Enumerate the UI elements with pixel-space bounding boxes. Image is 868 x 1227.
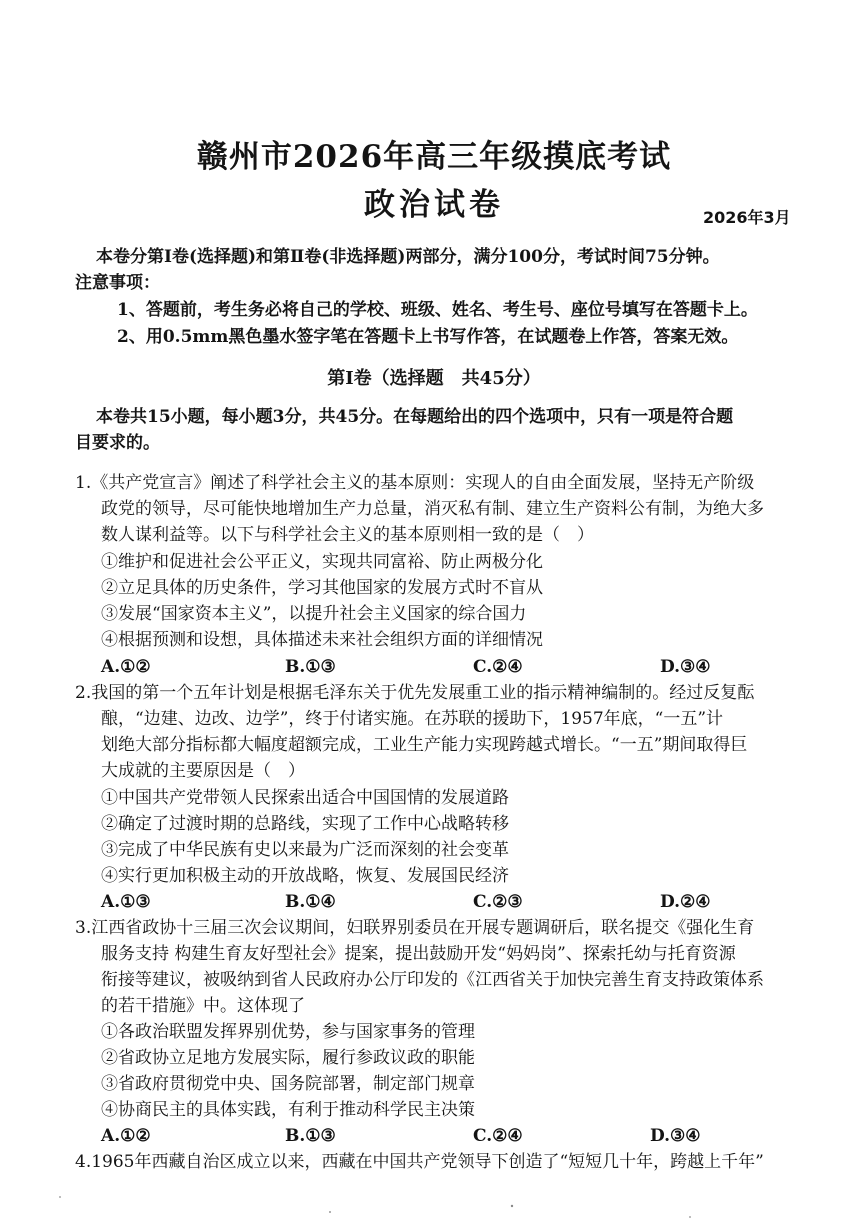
question-stem: 的若干措施》中。这体现了 [101, 996, 305, 1016]
section-desc: 本卷共15小题，每小题3分，共45分。在每题给出的四个选项中，只有一项是符合题 [96, 407, 734, 427]
section-title: 第Ⅰ卷（选择题 共45分） [327, 368, 541, 389]
question-item: ③发展“国家资本主义”，以提升社会主义国家的综合国力 [101, 604, 527, 624]
option-a[interactable]: A.①② [101, 1126, 151, 1146]
notice-item: 1、答题前，考生务必将自己的学校、班级、姓名、考生号、座位号填写在答题卡上。 [117, 300, 758, 320]
question-item: ④实行更加积极主动的开放战略，恢复、发展国民经济 [101, 866, 509, 886]
notice-label: 注意事项： [75, 273, 160, 293]
question-stem: 4.1965年西藏自治区成立以来，西藏在中国共产党领导下创造了“短短几十年，跨越上千年” [75, 1152, 764, 1172]
option-b[interactable]: B.①③ [285, 1126, 336, 1146]
question-stem: 1.《共产党宣言》阐述了科学社会主义的基本原则：实现人的自由全面发展，坚持无产阶级 [75, 473, 755, 493]
question-item: ①中国共产党带领人民探索出适合中国国情的发展道路 [101, 788, 509, 808]
exam-date: 2026年3月 [703, 208, 791, 227]
question-item: ③完成了中华民族有史以来最为广泛而深刻的社会变革 [101, 840, 509, 860]
option-d[interactable]: D.③④ [650, 1126, 701, 1146]
question-stem: 政党的领导，尽可能快地增加生产力总量，消灭私有制、建立生产资料公有制，为绝大多 [101, 499, 764, 519]
intro-text: 本卷分第Ⅰ卷(选择题)和第Ⅱ卷(非选择题)两部分，满分100分，考试时间75分钟。 [96, 247, 720, 267]
option-c[interactable]: C.②④ [473, 657, 523, 677]
question-item: ③省政府贯彻党中央、国务院部署，制定部门规章 [101, 1074, 475, 1094]
question-item: ①维护和促进社会公平正义，实现共同富裕、防止两极分化 [101, 552, 543, 572]
exam-subtitle: 政治试卷 [364, 187, 504, 223]
question-item: ②立足具体的历史条件，学习其他国家的发展方式时不盲从 [101, 578, 543, 598]
question-item: ②省政协立足地方发展实际，履行参政议政的职能 [101, 1048, 475, 1068]
question-stem: 数人谋利益等。以下与科学社会主义的基本原则相一致的是（ ） [101, 525, 594, 545]
option-b[interactable]: B.①③ [285, 657, 336, 677]
question-stem: 服务支持 构建生育友好型社会》提案，提出鼓励开发“妈妈岗”、探索托幼与托育资源 [101, 944, 736, 964]
question-stem: 划绝大部分指标都大幅度超额完成，工业生产能力实现跨越式增长。“一五”期间取得巨 [101, 735, 748, 755]
option-d[interactable]: D.②④ [660, 892, 711, 912]
question-stem: 3.江西省政协十三届三次会议期间，妇联界别委员在开展专题调研后，联名提交《强化生育 [75, 918, 755, 938]
option-a[interactable]: A.①② [101, 657, 151, 677]
question-item: ②确定了过渡时期的总路线，实现了工作中心战略转移 [101, 814, 509, 834]
question-stem: 2.我国的第一个五年计划是根据毛泽东关于优先发展重工业的指示精神编制的。经过反复酝 [75, 683, 755, 703]
option-d[interactable]: D.③④ [660, 657, 711, 677]
question-stem: 酿，“边建、边改、边学”，终于付诸实施。在苏联的援助下，1957年底，“一五”计 [101, 709, 724, 729]
notice-item: 2、用0.5mm黑色墨水签字笔在答题卡上书写作答，在试题卷上作答，答案无效。 [117, 327, 739, 347]
option-a[interactable]: A.①③ [101, 892, 151, 912]
section-desc: 目要求的。 [75, 433, 160, 453]
question-stem: 大成就的主要原因是（ ） [101, 761, 305, 781]
option-c[interactable]: C.②③ [473, 892, 523, 912]
exam-title: 赣州市2026年高三年级摸底考试 [196, 139, 672, 175]
option-c[interactable]: C.②④ [473, 1126, 523, 1146]
question-item: ①各政治联盟发挥界别优势，参与国家事务的管理 [101, 1022, 475, 1042]
question-item: ④协商民主的具体实践，有利于推动科学民主决策 [101, 1100, 475, 1120]
question-stem: 衔接等建议，被吸纳到省人民政府办公厅印发的《江西省关于加快完善生育支持政策体系 [101, 970, 764, 990]
option-b[interactable]: B.①④ [285, 892, 336, 912]
question-item: ④根据预测和设想，具体描述未来社会组织方面的详细情况 [101, 630, 543, 650]
